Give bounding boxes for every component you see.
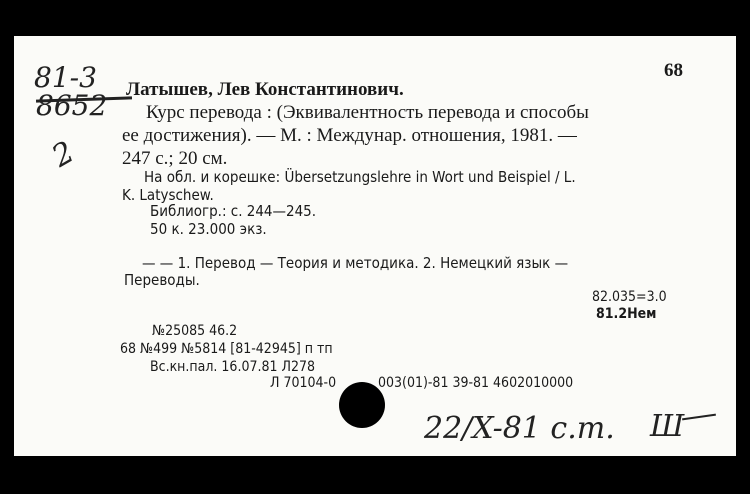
record-number: №25085 46.2 <box>152 323 238 339</box>
classification-2: 81.2Нем <box>596 306 657 322</box>
handwritten-date: 22/X-81 с.т. <box>424 411 615 446</box>
title-line-3: 247 с.; 20 см. <box>122 148 228 169</box>
punch-hole <box>339 382 385 428</box>
card-number: 68 <box>664 60 683 81</box>
book-chamber-line: Вс.кн.пал. 16.07.81 Л278 <box>150 359 315 375</box>
index-line-start: Л 70104-0 <box>270 375 337 391</box>
accession-line: 68 №499 №5814 [81-42945] п тп <box>120 341 333 357</box>
index-line-end: 003(01)-81 39-81 4602010000 <box>378 375 574 391</box>
note-line-2: K. Latyschew. <box>122 186 214 204</box>
classification-1: 82.035=3.0 <box>592 289 667 305</box>
note-line-1: На обл. и корешке: Übersetzungslehre in Wort und Beispiel / L. <box>144 168 576 186</box>
shelfmark-top: 81-3 <box>34 61 97 94</box>
catalog-card <box>14 36 736 456</box>
title-line-1: Курс перевода : (Эквивалентность перевода и способы <box>146 102 589 123</box>
subjects-line-2: Переводы. <box>124 271 200 289</box>
shelfmark-bottom: 8652 <box>36 89 108 122</box>
bibliography-note: Библиогр.: с. 244—245. <box>150 202 317 220</box>
title-line-2: ее достижения). — М. : Междунар. отношения, 1981. — <box>122 125 577 146</box>
price-and-copies: 50 к. 23.000 экз. <box>150 220 267 238</box>
signature-stroke <box>682 414 716 421</box>
subjects-line-1: — — 1. Перевод — Теория и методика. 2. Немецкий язык — <box>142 254 569 272</box>
author-heading: Латышев, Лев Константинович. <box>126 79 404 100</box>
handwritten-mark: 2 <box>46 134 81 175</box>
handwritten-initials: Ш <box>650 409 685 444</box>
